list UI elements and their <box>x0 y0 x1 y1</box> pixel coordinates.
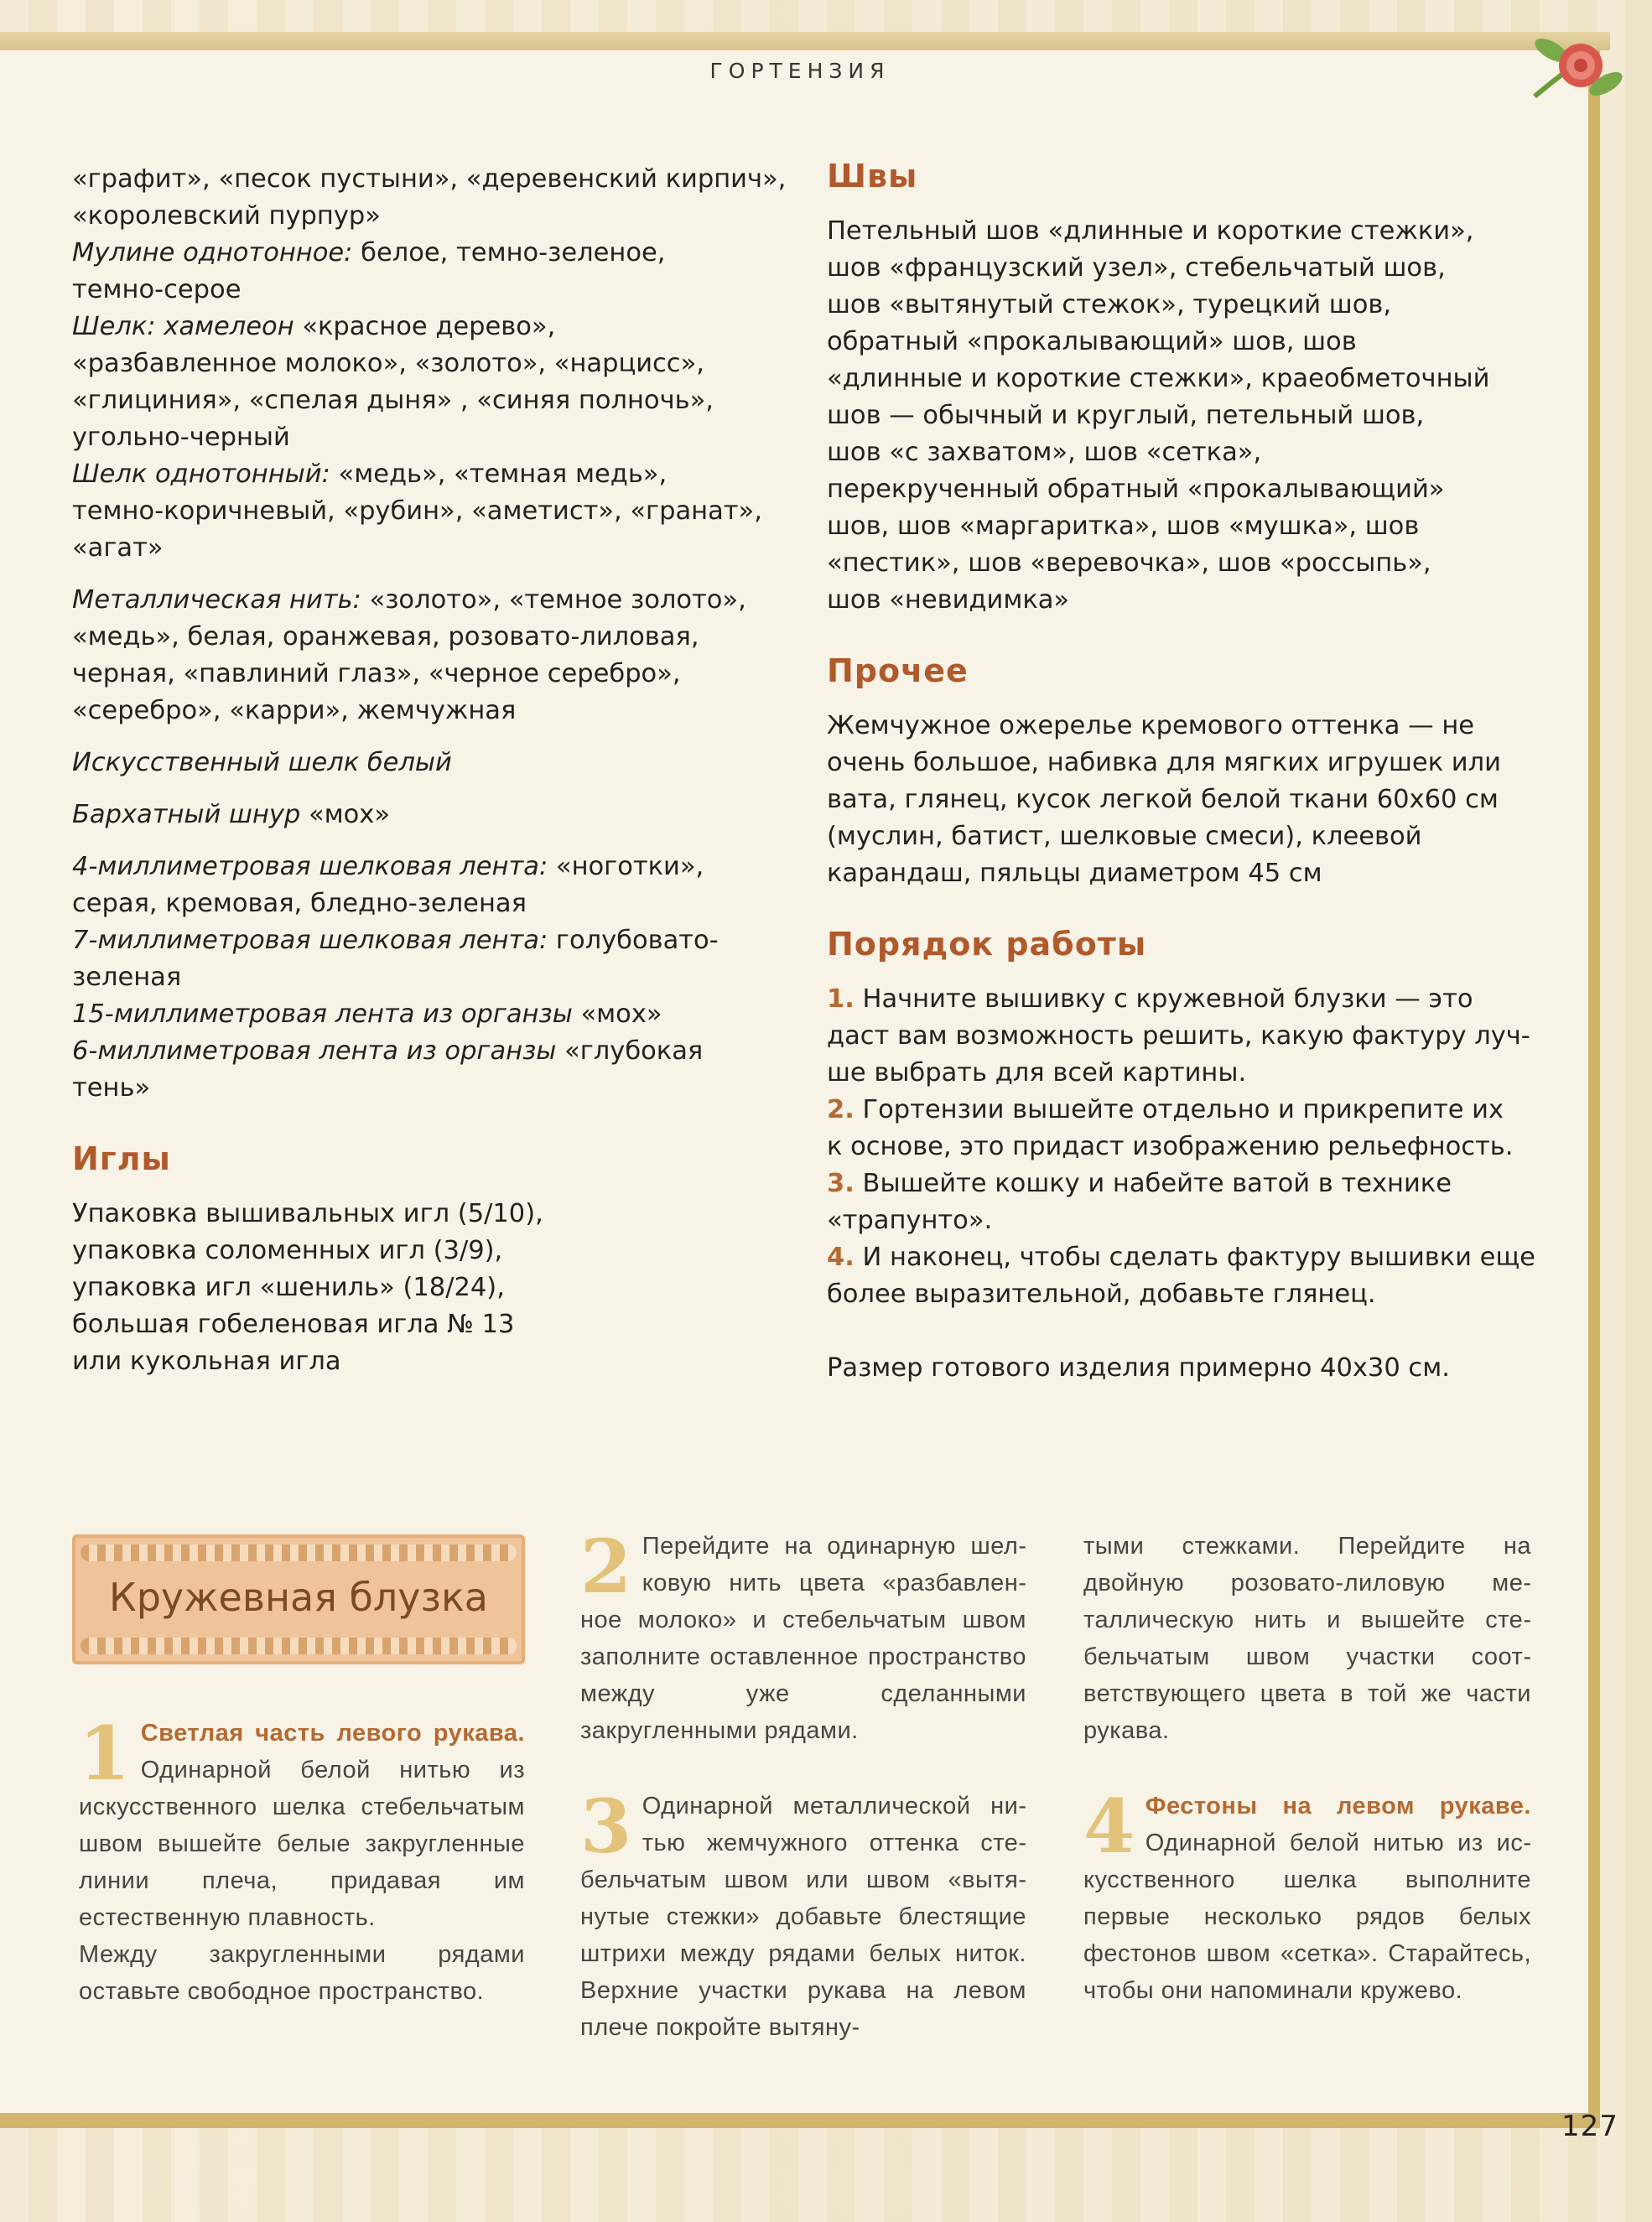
text-line: «графит», «песок пустыни», «деревенский кирпич», <box>72 164 787 194</box>
running-head: ГОРТЕНЗИЯ <box>709 59 891 83</box>
text-line: карандаш, пяльцы диаметром 45 см <box>827 859 1322 888</box>
step-paragraph: тыми стежками. Перейдите на двойную розовато-лиловую металлическую нить и вышейте стебельчатым швом участки соответствующего цвета в той же части рукава. <box>1083 1533 1531 1744</box>
text-line: «медь», белая, оранжевая, розовато-лиловая, <box>72 622 699 652</box>
stitches-heading: Швы <box>827 158 918 195</box>
instructions-column <box>827 158 1548 1387</box>
text-line: перекрученный обратный «прокалывающий» <box>827 475 1445 504</box>
step-paragraph: Между закругленными рядами оставьте свободное пространство. <box>79 1941 525 2005</box>
text-line: или кукольная игла <box>72 1347 341 1376</box>
material-value: «медь», «темная медь», <box>330 459 668 489</box>
step-text: Одинарной белой нитью из искусственного шелка стебельчатым швом вышейте белые закругленные линии плеча, придавая им естественную плавность. <box>79 1757 525 1931</box>
text-line: серая, кремовая, бледно-зеленая <box>72 889 527 918</box>
text-line: обратный «прокалывающий» шов, шов <box>827 327 1357 356</box>
text-line: очень большое, набивка для мягких игрушек или <box>827 748 1501 777</box>
step-text: Одинарной белой нитью из искусственного шелка выполните первые несколько рядов белых фестонов швом «сетка». Старайтесь, чтобы они напоминали кружево. <box>1083 1830 1531 2004</box>
text-line: «длинные и короткие стежки», краеобметочный <box>827 364 1490 393</box>
text-line: Петельный шов «длинные и короткие стежки», <box>827 216 1474 246</box>
text-line: большая гобеленовая игла № 13 <box>72 1310 515 1339</box>
text-line: шов «с захватом», шов «сетка», <box>827 438 1262 467</box>
size-note: Размер готового изделия примерно 40х30 см. <box>827 1353 1450 1383</box>
step-text: Перейдите на одинарную шелковую нить цвета «разбавленное молоко» и стебельчатым швом заполните оставленное пространство между уже сделанными закругленными рядами. <box>580 1533 1026 1744</box>
lace-border <box>81 1544 517 1561</box>
other-heading: Прочее <box>827 652 969 689</box>
material-value: «мох» <box>300 800 391 829</box>
text-line: «агат» <box>72 533 164 563</box>
text-line: темно-коричневый, «рубин», «аметист», «гранат», <box>72 496 762 526</box>
material-label: Искусственный шелк белый <box>72 748 452 777</box>
material-label: Шелк: хамелеон <box>72 312 294 341</box>
step-number: 4 <box>1083 1783 1135 1870</box>
text-line: упаковка игл «шениль» (18/24), <box>72 1273 505 1302</box>
material-value: «красное дерево», <box>294 312 556 341</box>
order-number: 1. <box>827 984 855 1014</box>
order-item-2 <box>827 1092 1548 1129</box>
step-paragraph <box>79 1710 525 1936</box>
text-line: И наконец, чтобы сделать фактуру вышивки еще <box>862 1243 1535 1272</box>
step-number: 1 <box>79 1710 131 1797</box>
step-paragraph <box>580 1783 1026 2046</box>
text-line <box>72 922 810 959</box>
material-label: Металлическая нить: <box>72 585 361 615</box>
text-line: Вышейте кошку и набейте ватой в технике <box>862 1169 1452 1198</box>
order-number: 4. <box>827 1243 855 1272</box>
text-line: тень» <box>72 1073 151 1103</box>
materials-column <box>72 161 810 1380</box>
order-heading: Порядок работы <box>827 926 1147 963</box>
step-number: 2 <box>580 1523 632 1610</box>
step-3 <box>580 1783 1026 2046</box>
text-line: ше выбрать для всей картины. <box>827 1058 1247 1088</box>
text-line: черная, «павлиний глаз», «черное серебро», <box>72 659 681 688</box>
page-number: 127 <box>1561 2110 1618 2143</box>
text-line: вата, глянец, кусок легкой белой ткани 60х60 см <box>827 785 1499 814</box>
text-line <box>72 996 810 1033</box>
step-paragraph <box>580 1523 1026 1749</box>
text-line: темно-серое <box>72 275 242 304</box>
material-value: «золото», «темное золото», <box>361 585 746 615</box>
material-value: «ноготки», <box>548 852 704 881</box>
text-line: упаковка соломенных игл (3/9), <box>72 1236 503 1265</box>
text-line: Начните вышивку с кружевной блузки — это <box>862 984 1473 1014</box>
step-2 <box>580 1523 1026 1749</box>
material-label: Шелк однотонный: <box>72 459 330 489</box>
material-value: голубовато- <box>548 926 719 955</box>
text-line <box>72 797 810 833</box>
text-line: шов — обычный и круглый, петельный шов, <box>827 401 1425 430</box>
material-label: 15-миллиметровая лента из органзы <box>72 999 573 1029</box>
text-line: Жемчужное ожерелье кремового оттенка — не <box>827 711 1475 740</box>
header-rule <box>0 32 1610 50</box>
text-line: шов «невидимка» <box>827 585 1070 615</box>
material-label: 6-миллиметровая лента из органзы <box>72 1036 557 1066</box>
banner-title: Кружевная блузка <box>109 1575 488 1620</box>
step-number: 3 <box>580 1783 632 1870</box>
text-line: Гортензии вышейте отдельно и прикрепите их <box>862 1095 1504 1124</box>
material-label: 7-миллиметровая шелковая лента: <box>72 926 548 955</box>
text-line: к основе, это придаст изображению рельефность. <box>827 1132 1514 1161</box>
text-line <box>72 745 810 781</box>
text-line: шов «вытянутый стежок», турецкий шов, <box>827 290 1392 319</box>
material-label: Мулине однотонное: <box>72 238 353 267</box>
text-line <box>72 309 810 345</box>
material-value: «глубокая <box>556 1036 704 1066</box>
text-line: (муслин, батист, шелковые смеси), клеевой <box>827 822 1422 851</box>
text-line: шов, шов «маргаритка», шов «мушка», шов <box>827 511 1420 541</box>
needles-heading: Иглы <box>72 1140 171 1177</box>
text-line <box>72 235 810 272</box>
material-value: белое, темно-зеленое, <box>352 238 666 267</box>
step-1 <box>79 1710 525 2010</box>
text-line: шов «французский узел», стебельчатый шов, <box>827 253 1446 283</box>
step-title: Фестоны на левом рукаве. <box>1145 1793 1531 1820</box>
step-4 <box>1083 1783 1531 2009</box>
step-title: Светлая часть левого рукава. <box>140 1720 525 1747</box>
step-paragraph <box>1083 1783 1531 2009</box>
text-line <box>72 456 810 493</box>
step-3-continued <box>1083 1528 1531 1749</box>
text-line <box>72 1033 810 1070</box>
lace-border <box>81 1638 517 1654</box>
text-line: угольно-черный <box>72 423 290 452</box>
order-item-1 <box>827 981 1548 1018</box>
material-value: «мох» <box>572 999 662 1029</box>
text-line: «трапунто». <box>827 1206 993 1235</box>
text-line: Упаковка вышивальных игл (5/10), <box>72 1199 543 1228</box>
step-text: Одинарной металлической нитью жемчужного оттенка стебельчатым швом или швом «вытянутые стежки» добавьте блестящие штрихи между рядами белых ниток. Верхние участки рукава на левом плече покройте вытяну- <box>580 1793 1026 2041</box>
text-line: «глициния», «спелая дыня» , «синяя полночь», <box>72 386 714 415</box>
text-line: «серебро», «карри», жемчужная <box>72 696 517 725</box>
order-item-4 <box>827 1239 1548 1276</box>
section-banner <box>72 1534 525 1664</box>
material-label: 4-миллиметровая шелковая лента: <box>72 852 548 881</box>
text-line <box>72 582 810 619</box>
text-line: «пестик», шов «веревочка», шов «россыпь», <box>827 548 1431 578</box>
footer-rule <box>0 2113 1600 2128</box>
material-label: Бархатный шнур <box>72 800 301 829</box>
order-number: 3. <box>827 1169 855 1198</box>
text-line: «королевский пурпур» <box>72 201 381 231</box>
text-line: «разбавленное молоко», «золото», «нарцисс», <box>72 349 704 378</box>
order-item-3 <box>827 1166 1548 1202</box>
text-line: зеленая <box>72 963 182 992</box>
text-line: более выразительной, добавьте глянец. <box>827 1280 1376 1309</box>
text-line <box>72 849 810 885</box>
order-number: 2. <box>827 1095 855 1124</box>
text-line: даст вам возможность решить, какую фактуру луч- <box>827 1021 1530 1051</box>
